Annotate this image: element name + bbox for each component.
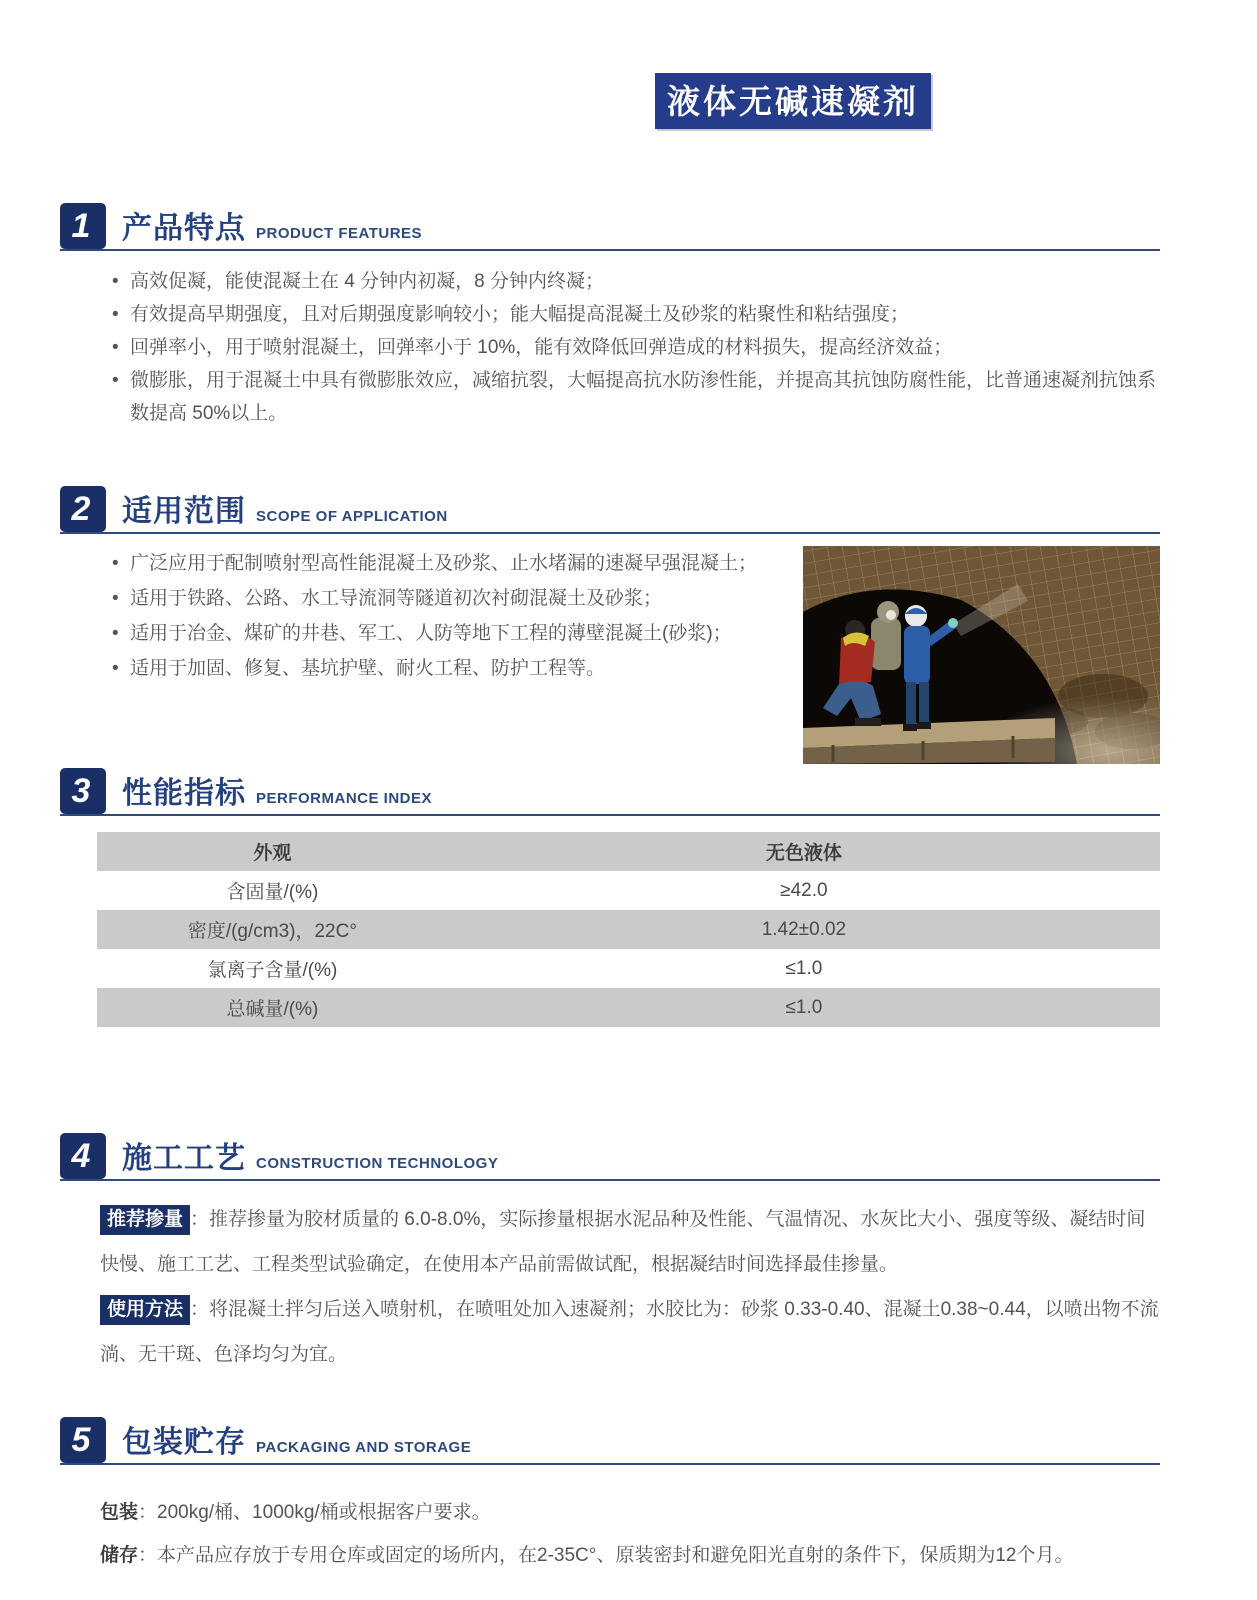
- section-product-features: [60, 203, 1160, 430]
- table-cell-label: 氯离子含量/(%): [207, 960, 338, 981]
- bullet-item: • 适用于冶金、煤矿的井巷、军工、人防等地下工程的薄壁混凝土(砂浆)；: [130, 616, 803, 651]
- dosage-badge: 推荐掺量: [100, 1205, 190, 1235]
- section-title: 适用范围: [122, 495, 246, 528]
- section-header: [60, 486, 1160, 534]
- pack-label: 包装: [100, 1502, 139, 1523]
- section-subtitle: PACKAGING AND STORAGE: [256, 1439, 472, 1456]
- section-number-badge: 4: [60, 1133, 106, 1179]
- section-number-badge: 1: [60, 203, 106, 249]
- table-cell-value: ≥42.0: [780, 879, 828, 901]
- table-row: [97, 871, 1160, 910]
- scope-content: [60, 546, 1160, 764]
- section-header: [60, 768, 1160, 816]
- section-number-badge: 3: [60, 768, 106, 814]
- table-row: [97, 832, 1160, 871]
- construction-text: [100, 1197, 1160, 1377]
- section-construction-technology: [60, 1133, 1160, 1377]
- section-subtitle: PRODUCT FEATURES: [256, 225, 423, 242]
- section-header: [60, 203, 1160, 251]
- feature-list: [60, 265, 1160, 430]
- tunnel-photo-graphic: [803, 546, 1160, 764]
- table-row: [97, 988, 1160, 1027]
- bullet-item: • 回弹率小，用于喷射混凝土，回弹率小于 10%，能有效降低回弹造成的材料损失，提高经济效益；: [130, 331, 1160, 364]
- section-performance-index: [60, 768, 1160, 1027]
- bullet-item: • 广泛应用于配制喷射型高性能混凝土及砂浆、止水堵漏的速凝早强混凝土；: [130, 546, 803, 581]
- table-row: [97, 910, 1160, 949]
- table-cell-value: ≤1.0: [785, 957, 823, 979]
- usage-badge: 使用方法: [100, 1295, 190, 1325]
- dosage-text: ：推荐掺量为胶材质量的 6.0-8.0%，实际掺量根据水泥品种及性能、气温情况、水灰比大小、强度等级、凝结时间快慢、施工工艺、工程类型试验确定，在使用本产品前需做试配，根据凝结时间选择最佳掺量。: [100, 1209, 1146, 1275]
- section-number-badge: 5: [60, 1417, 106, 1463]
- table-cell-value: 1.42±0.02: [761, 918, 847, 940]
- section-header: [60, 1417, 1160, 1465]
- table-cell-label: 外观: [253, 843, 292, 864]
- section-title: 包装贮存: [122, 1426, 246, 1459]
- section-title: 产品特点: [122, 212, 246, 245]
- performance-table: [97, 832, 1160, 1027]
- bullet-item: • 适用于加固、修复、基坑护壁、耐火工程、防护工程等。: [130, 651, 803, 686]
- section-header: [60, 1133, 1160, 1181]
- section-packaging-storage: [60, 1417, 1160, 1577]
- table-cell-label: 含固量/(%): [226, 882, 319, 903]
- section-title: 施工工艺: [122, 1142, 246, 1175]
- bullet-item: • 适用于铁路、公路、水工导流洞等隧道初次衬砌混凝土及砂浆；: [130, 581, 803, 616]
- section-subtitle: CONSTRUCTION TECHNOLOGY: [256, 1155, 499, 1172]
- scope-list-column: [60, 546, 803, 764]
- table-cell-label: 总碱量/(%): [226, 999, 319, 1020]
- section-title: 性能指标: [122, 777, 246, 810]
- page-title: 液体无碱速凝剂: [655, 73, 931, 129]
- tunnel-spraying-photo: [803, 546, 1160, 764]
- table-cell-value: ≤1.0: [785, 996, 823, 1018]
- scope-list: [60, 546, 803, 686]
- store-label: 储存: [100, 1545, 139, 1566]
- section-subtitle: PERFORMANCE INDEX: [256, 790, 433, 807]
- section-subtitle: SCOPE OF APPLICATION: [256, 508, 448, 525]
- table-cell-label: 密度/(g/cm3)，22C°: [187, 921, 357, 942]
- bullet-item: • 高效促凝，能使混凝土在 4 分钟内初凝，8 分钟内终凝；: [130, 265, 1160, 298]
- bullet-item: • 微膨胀，用于混凝土中具有微膨胀效应，减缩抗裂，大幅提高抗水防渗性能，并提高其抗蚀防腐性能，比普通速凝剂抗蚀系数提高 50%以上。: [130, 364, 1160, 430]
- packaging-text: [100, 1491, 1160, 1577]
- section-number-badge: 2: [60, 486, 106, 532]
- store-text: ：本产品应存放于专用仓库或固定的场所内，在2-35C°、原装密封和避免阳光直射的条件下，保质期为12个月。: [138, 1545, 1074, 1566]
- pack-text: ：200kg/桶、1000kg/桶或根据客户要求。: [138, 1502, 491, 1523]
- table-cell-value: 无色液体: [765, 843, 842, 864]
- usage-text: ：将混凝土拌匀后送入喷射机，在喷咀处加入速凝剂；水胶比为：砂浆 0.33-0.40、混凝土0.38~0.44，以喷出物不流淌、无干斑、色泽均匀为宜。: [100, 1299, 1159, 1365]
- section-scope-of-application: [60, 486, 1160, 764]
- table-row: [97, 949, 1160, 988]
- bullet-item: • 有效提高早期强度，且对后期强度影响较小；能大幅提高混凝土及砂浆的粘聚性和粘结强度；: [130, 298, 1160, 331]
